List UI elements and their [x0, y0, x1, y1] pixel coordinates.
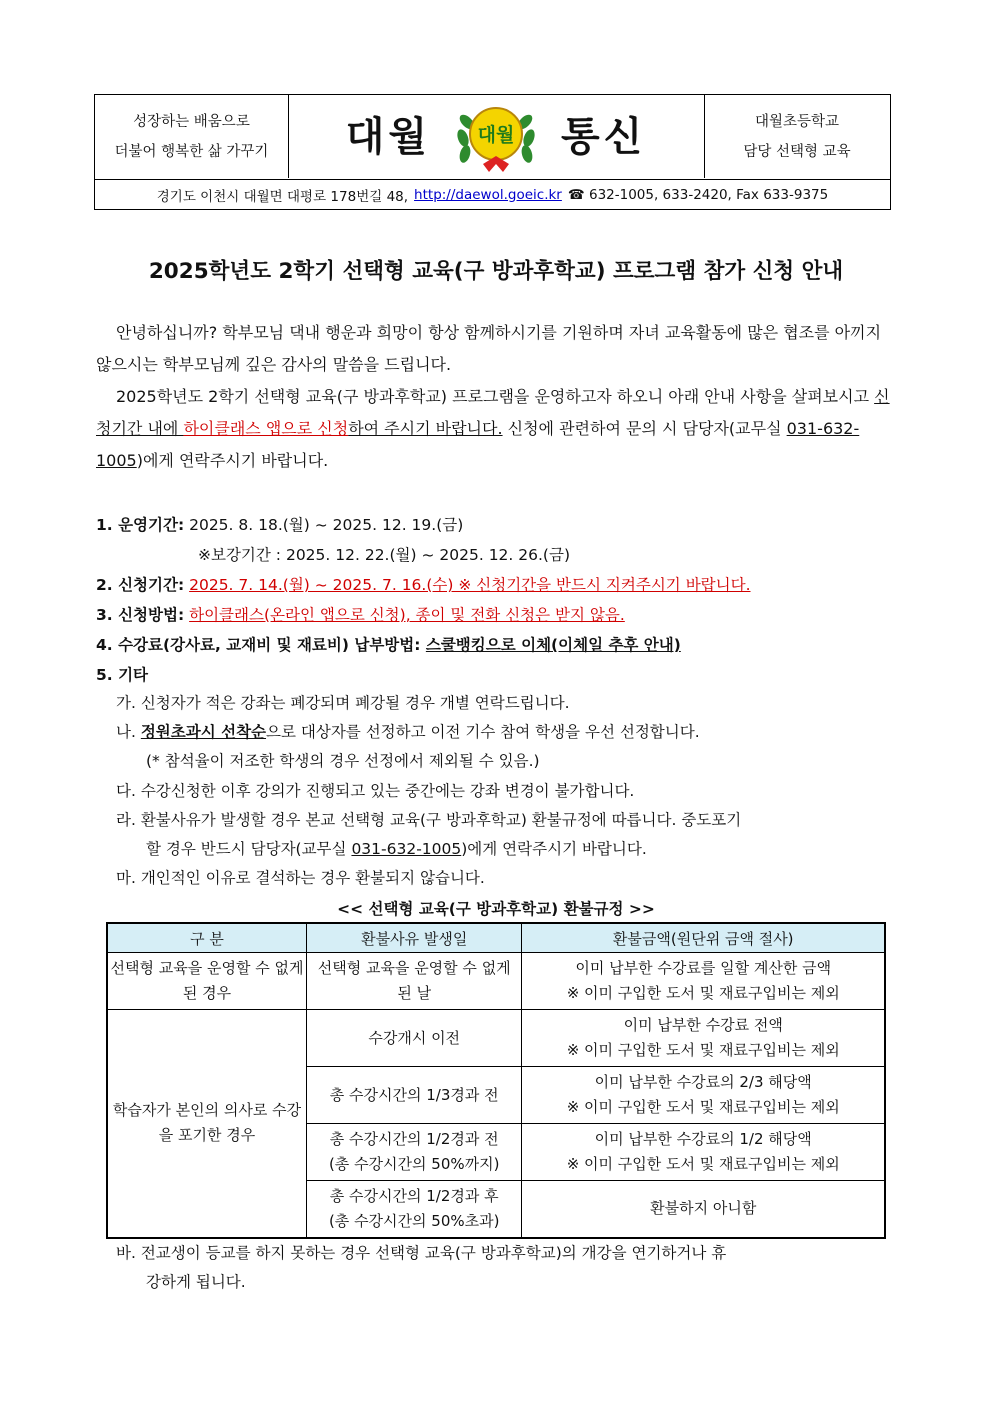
etc-na — [116, 720, 700, 742]
etc-na-prefix: 나. — [116, 723, 141, 741]
etc-ba-2: 강하게 됩니다. — [146, 1273, 246, 1291]
intro-paragraph-2 — [96, 381, 896, 477]
row1-amount-cell — [522, 953, 885, 1010]
emblem-text: 대월 — [477, 123, 515, 146]
etc-ga: 가. 신청자가 적은 강좌는 폐강되며 폐강될 경우 개별 연락드립니다. — [116, 694, 570, 712]
school-phone: ☎ 632-1005, 633-2420, Fax 633-9375 — [567, 186, 829, 203]
school-website-link[interactable]: http://daewol.goeic.kr — [414, 186, 562, 203]
intro-text-2f: )에게 연락주시기 바랍니다. — [136, 451, 329, 470]
header-refund-amount: 환불금액(원단위 금액 절사) — [522, 923, 885, 953]
row3-amount-cell — [522, 1067, 885, 1124]
item-payment-method — [96, 633, 681, 655]
etc-ra-1: 라. 환불사유가 발생할 경우 본교 선택형 교육(구 방과후학교) 환불규정에 따릅니다. 중도포기 — [116, 811, 742, 829]
intro-emphasis-period: 신청기간 내에 — [96, 387, 890, 438]
item-5-label: 5. 기타 — [96, 666, 149, 684]
refund-table-title: << 선택형 교육(구 방과후학교) 환불규정 >> — [337, 900, 655, 918]
row3-amount: 이미 납부한 수강료의 2/3 해당액 — [594, 1073, 812, 1091]
row1-category: 선택형 교육을 운영할 수 없게 된 경우 — [107, 953, 306, 1010]
motto-line-1: 성장하는 배움으로 — [133, 113, 250, 130]
school-name: 대월초등학교 — [754, 113, 840, 130]
intro-paragraph-1 — [96, 317, 896, 381]
etc-na-rest: 으로 대상자를 선정하고 이전 기수 참여 학생을 우선 선정합니다. — [266, 723, 700, 741]
etc-na-bold: 정원초과시 선착순 — [140, 723, 267, 741]
item-operating-period — [96, 513, 463, 535]
intro-emphasis-app: 하이클래스 앱으로 신청 — [183, 419, 349, 438]
row4-reason-1: 총 수강시간의 1/2경과 전 — [329, 1130, 499, 1148]
row5-reason-1: 총 수강시간의 1/2경과 후 — [329, 1186, 499, 1205]
item-1-makeup-note: ※보강기간 : 2025. 12. 22.(월) ~ 2025. 12. 26.(금) — [198, 546, 570, 564]
row1-amount: 이미 납부한 수강료를 일할 계산한 금액 — [575, 959, 832, 977]
row2-reason: 수강개시 이전 — [306, 1010, 521, 1067]
newsletter-title-right: 통신 — [561, 113, 647, 160]
item-4-label: 4. 수강료(강사료, 교재비 및 재료비) 납부방법: — [96, 636, 421, 654]
etc-na-note: (* 참석율이 저조한 학생의 경우 선정에서 제외될 수 있음.) — [146, 752, 540, 770]
row2-exclusion-note: ※ 이미 구입한 도서 및 재료구입비는 제외 — [566, 1041, 840, 1059]
newsletter-title-left: 대월 — [345, 113, 431, 160]
row2-category: 학습자가 본인의 의사로 수강을 포기한 경우 — [107, 1010, 306, 1238]
item-4-value: 스쿨뱅킹으로 이체(이체일 추후 안내) — [425, 636, 681, 654]
etc-ra-2a: 할 경우 반드시 담당자(교무실 — [146, 840, 352, 858]
document-title: 2025학년도 2학기 선택형 교육(구 방과후학교) 프로그램 참가 신청 안내 — [148, 259, 844, 284]
row4-reason-cell — [306, 1124, 521, 1181]
intro-text-2a: 2025학년도 2학기 선택형 교육(구 방과후학교) 프로그램을 운영하고자 하오니 아래 안내 사항을 살펴보시고 — [116, 387, 875, 406]
table-row — [107, 1010, 885, 1067]
intro-text-1: 안녕하십니까? 학부모님 댁내 행운과 희망이 항상 함께하시기를 기원하며 자녀 교육활동에 많은 협조를 아끼지 않으시는 학부모님께 깊은 감사의 말씀을 드립니다. — [96, 323, 882, 374]
header-category: 구 분 — [107, 923, 306, 953]
item-2-value: 2025. 7. 14.(월) ~ 2025. 7. 16.(수) ※ 신청기간을 반드시 지켜주시기 바랍니다. — [189, 576, 751, 594]
item-application-period — [96, 573, 751, 595]
row5-reason-2: (총 수강시간의 50%초과) — [328, 1211, 500, 1230]
row3-reason: 총 수강시간의 1/3경과 전 — [306, 1067, 521, 1124]
school-address: 경기도 이천시 대월면 대평로 178번길 48, — [156, 188, 409, 205]
row1-exclusion-note: ※ 이미 구입한 도서 및 재료구입비는 제외 — [566, 984, 840, 1002]
school-info — [704, 95, 890, 178]
item-3-label: 3. 신청방법: — [96, 606, 185, 624]
etc-da: 다. 수강신청한 이후 강의가 진행되고 있는 중간에는 강좌 변경이 불가합니다. — [116, 782, 635, 800]
row4-exclusion-note: ※ 이미 구입한 도서 및 재료구입비는 제외 — [566, 1155, 840, 1173]
intro-text-2e: 신청에 관련하여 문의 시 담당자(교무실 — [502, 419, 787, 438]
etc-ra-2 — [146, 837, 647, 859]
etc-ma: 마. 개인적인 이유로 결석하는 경우 환불되지 않습니다. — [116, 869, 485, 887]
row5-reason-cell — [306, 1181, 521, 1238]
item-3-value: 하이클래스(온라인 앱으로 신청), 종이 및 전화 신청은 받지 않음. — [189, 606, 625, 624]
row4-amount: 이미 납부한 수강료의 1/2 해당액 — [594, 1130, 812, 1148]
school-motto — [95, 95, 289, 178]
masthead-top — [95, 95, 890, 180]
school-emblem-icon — [453, 98, 539, 176]
item-application-method — [96, 603, 625, 625]
masthead — [94, 94, 891, 210]
item-2-label: 2. 신청기간: — [96, 576, 185, 594]
intro-phone: 031-632-1005 — [96, 419, 860, 470]
row2-amount: 이미 납부한 수강료 전액 — [623, 1016, 783, 1034]
row5-amount: 환불하지 아니함 — [522, 1181, 885, 1238]
department: 담당 선택형 교육 — [743, 143, 851, 160]
row1-reason: 선택형 교육을 운영할 수 없게 된 날 — [306, 953, 521, 1010]
item-1-value: 2025. 8. 18.(월) ~ 2025. 12. 19.(금) — [184, 516, 464, 534]
school-address-bar — [95, 180, 890, 209]
row4-amount-cell — [522, 1124, 885, 1181]
newsletter-title — [288, 95, 705, 178]
motto-line-2: 더불어 행복한 삶 가꾸기 — [114, 143, 269, 160]
table-row — [107, 953, 885, 1010]
refund-table — [106, 922, 886, 1239]
header-reason-date: 환불사유 발생일 — [306, 923, 521, 953]
row2-amount-cell — [522, 1010, 885, 1067]
etc-ra-2b: )에게 연락주시기 바랍니다. — [461, 840, 647, 858]
etc-ra-phone: 031-632-1005 — [351, 840, 462, 858]
etc-ba-1: 바. 전교생이 등교를 하지 못하는 경우 선택형 교육(구 방과후학교)의 개강을 연기하거나 휴 — [116, 1244, 727, 1262]
row4-reason-2: (총 수강시간의 50%까지) — [328, 1155, 500, 1173]
row3-exclusion-note: ※ 이미 구입한 도서 및 재료구입비는 제외 — [566, 1098, 840, 1116]
refund-table-header — [107, 923, 885, 953]
item-1-label: 1. 운영기간: — [96, 516, 185, 534]
intro-emphasis-request: 하여 주시기 바랍니다. — [348, 419, 503, 438]
